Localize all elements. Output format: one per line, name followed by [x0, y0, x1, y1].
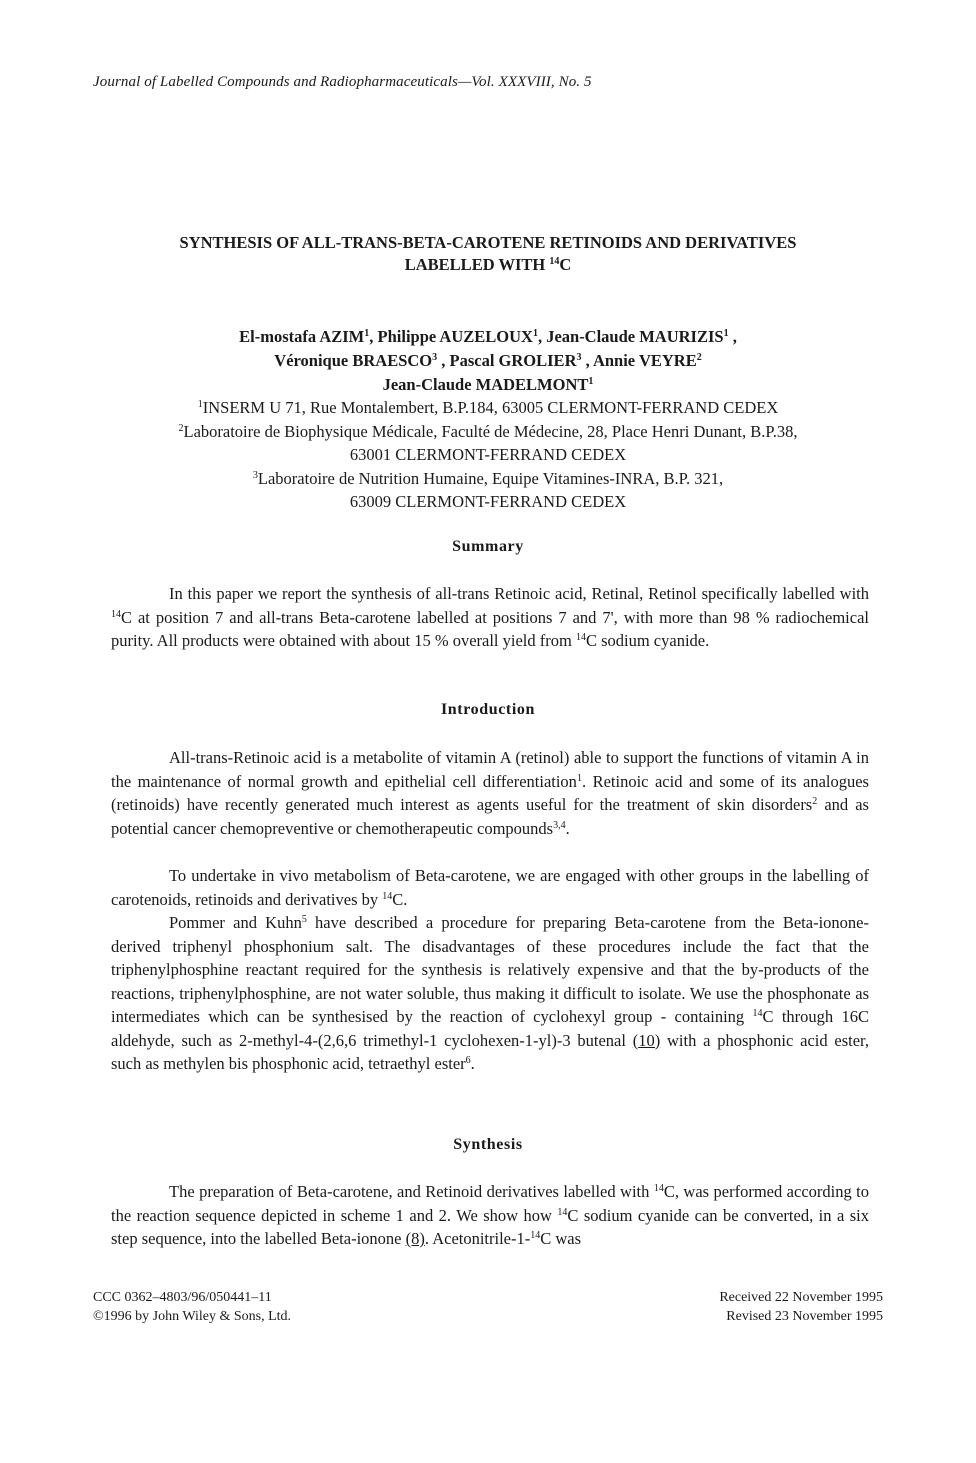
intro-paragraph-3: Pommer and Kuhn$^5$ have described a procedure for preparing Beta-carotene from the Beta-ionone-derived triphenyl phosphonium salt. The disadvantages of these procedures include the fact that the triphenylphosphine reactant required for the synthesis is relatively expensive and that the by-products of the reactions, triphenylphosphine, are not water soluble, thus making it difficult to isolate. We use the phosphonate as intermediates which can be synthesised by the reaction of cyclohexyl group - containing $^{14}$C through 16C aldehyde, such as 2-methyl-4-(2,6,6 trimethyl-1 cyclohexen-1-yl)-3 butenal (10) with a phosphonic acid ester, such as methylen bis phosphonic acid, tetraethyl ester$^6$. — [111, 913, 869, 1073]
title-line-1: SYNTHESIS OF ALL-TRANS-BETA-CAROTENE RETINOIDS AND DERIVATIVES — [179, 233, 797, 252]
author-name: Jean-Claude MADELMONT — [382, 375, 589, 394]
author-name: Annie VEYRE — [592, 351, 697, 370]
summary-heading: Summary — [452, 538, 524, 555]
author-name: Pascal GROLIER — [449, 351, 577, 370]
affiliation-2-cont: 63001 CLERMONT-FERRAND CEDEX — [349, 445, 627, 464]
author-name: Philippe AUZELOUX — [377, 327, 533, 346]
compound-ref: (10) — [632, 1030, 661, 1050]
synthesis-paragraph: The preparation of Beta-carotene, and Retinoid derivatives labelled with $^{14}$C, was performed according to the reaction sequence depicted in scheme 1 and 2. We show how $^{14}$C sodium cyanide can be converted, in a six step sequence, into the labelled Beta-ionone (8). Acetonitrile-1-$^{14}$C was — [111, 1182, 870, 1248]
author-line-2: Véronique BRAESCO$^3$ , Pascal GROLIER$^3$ , Annie VEYRE$^2$ — [274, 351, 702, 370]
author-line-1: El-mostafa AZIM$^1$, Philippe AUZELOUX$^1$, Jean-Claude MAURIZIS$^1$ , — [239, 327, 737, 346]
synthesis-heading: Synthesis — [453, 1136, 523, 1153]
intro-paragraph-2: To undertake in vivo metabolism of Beta-carotene, we are engaged with other groups in the labelling of carotenoids, retinoids and derivatives by $^{14}$C. — [111, 866, 869, 909]
author-name: Jean-Claude MAURIZIS — [546, 327, 724, 346]
intro-paragraph-1: All-trans-Retinoic acid is a metabolite of vitamin A (retinol) able to support the functions of vitamin A in the maintenance of normal growth and epithelial cell differentiation$^1$. Retinoic acid and some of its analogues (retinoids) have recently generated much interest as agents useful for the treatment of skin disorders$^2$ and as potential cancer chemopreventive or chemotherapeutic compounds$^{3,4}$. — [111, 748, 869, 838]
author-name: Véronique BRAESCO — [274, 351, 433, 370]
footer-dates — [719, 1288, 883, 1326]
journal-header: Journal of Labelled Compounds and Radiopharmaceuticals—Vol. XXXVIII, No. 5 — [93, 74, 592, 90]
affiliation-3-cont: 63009 CLERMONT-FERRAND CEDEX — [349, 492, 627, 511]
compound-ref: (8) — [405, 1229, 425, 1248]
author-list — [100, 325, 876, 397]
author-name: El-mostafa AZIM — [239, 327, 365, 346]
copyright: ©1996 by John Wiley & Sons, Ltd. — [93, 1309, 292, 1324]
summary-paragraph: In this paper we report the synthesis of all-trans Retinoic acid, Retinal, Retinol specifically labelled with $^{14}$C at position 7 and all-trans Beta-carotene labelled at positions 7 and 7', with more than 98 % radiochemical purity. All products were obtained with about 15 % overall yield from $^{14}$C sodium cyanide. — [111, 584, 869, 650]
ccc-code: CCC 0362–4803/96/050441–11 — [93, 1290, 272, 1305]
revised-date: Revised 23 November 1995 — [726, 1309, 883, 1324]
affiliation-1: $^1$INSERM U 71, Rue Montalembert, B.P.184, 63005 CLERMONT-FERRAND CEDEX — [197, 398, 779, 417]
received-date: Received 22 November 1995 — [719, 1290, 883, 1305]
author-line-3: Jean-Claude MADELMONT$^1$ — [382, 375, 594, 394]
affiliations — [100, 396, 876, 514]
affiliation-3: $^3$Laboratoire de Nutrition Humaine, Equipe Vitamines-INRA, B.P. 321, — [252, 468, 724, 488]
paper-title — [100, 232, 876, 276]
title-line-2: LABELLED WITH $^{14}$C — [404, 255, 572, 274]
affiliation-2: $^2$Laboratoire de Biophysique Médicale, Faculté de Médecine, 28, Place Henri Dunant, B.P.38, — [178, 421, 798, 441]
introduction-heading: Introduction — [440, 701, 536, 718]
footer-publication-info — [93, 1288, 291, 1326]
